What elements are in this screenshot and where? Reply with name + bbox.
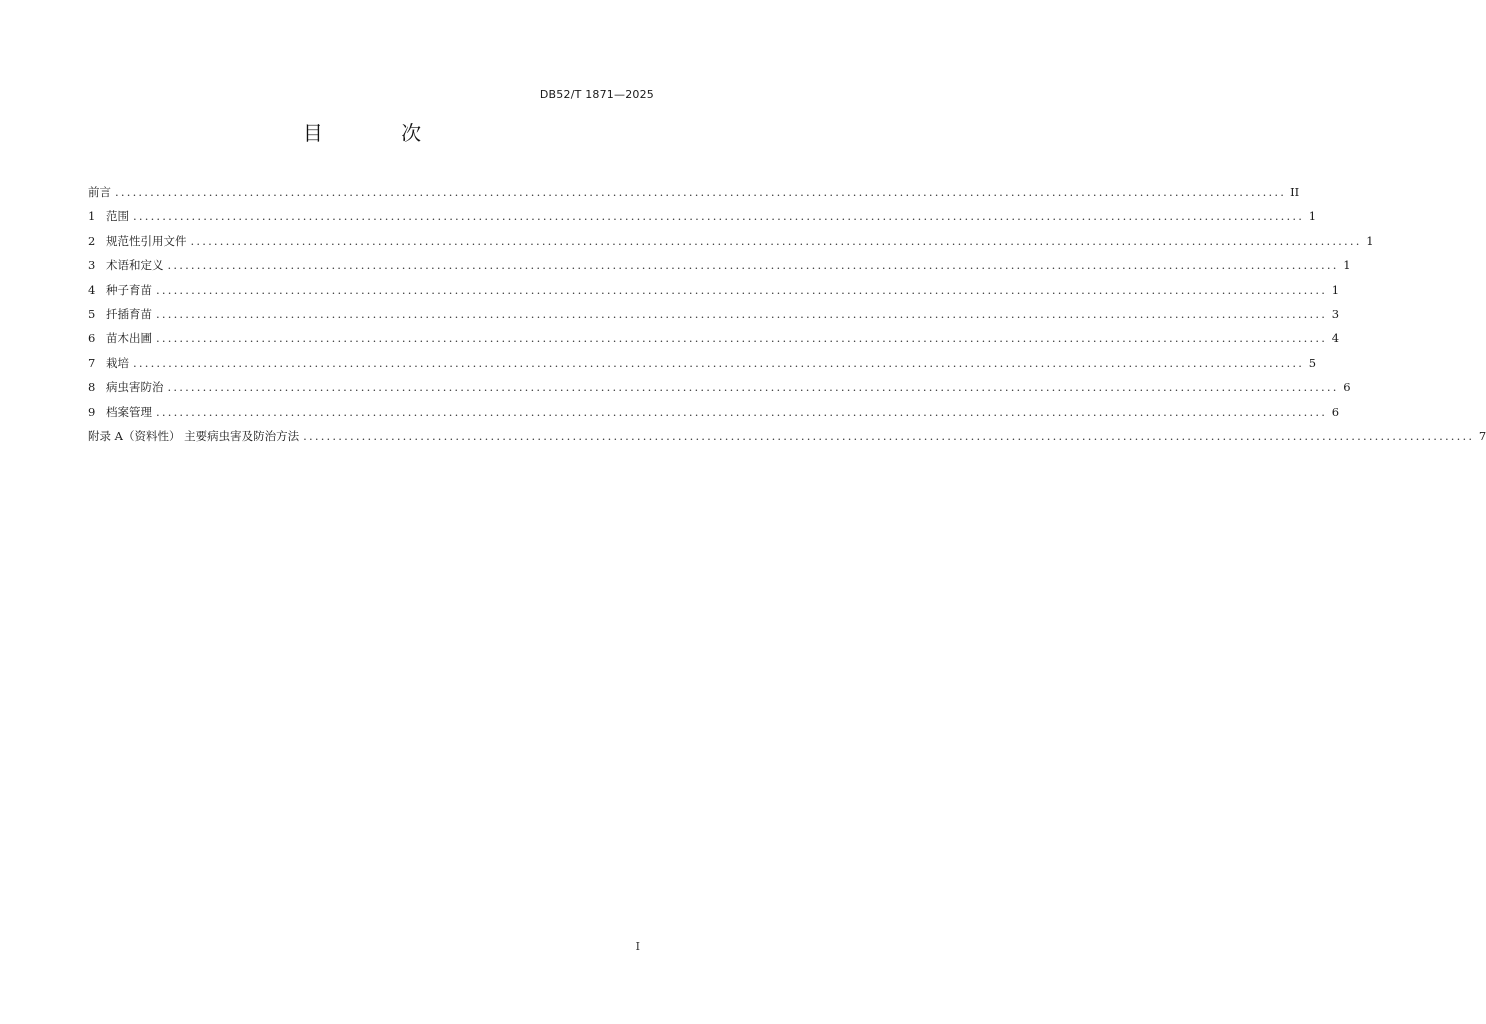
dot-leader: ........................................................................................................................................................................................................ xyxy=(156,331,1328,346)
toc-entry-seed-nursery[interactable] xyxy=(88,278,1340,302)
toc-entry-pest-control[interactable] xyxy=(88,375,1351,399)
toc-entry-page: 4 xyxy=(1331,331,1340,346)
toc-entry-page: 7 xyxy=(1478,428,1486,443)
dot-leader: ........................................................................................................................................................................................................ xyxy=(156,282,1328,297)
toc-entry-page: 3 xyxy=(1331,306,1340,321)
toc-entry-label: 范围 xyxy=(106,209,129,224)
dot-leader: ........................................................................................................................................................................................................ xyxy=(303,428,1475,443)
toc-entry-cultivation[interactable] xyxy=(88,351,1317,375)
toc-entry-number: 9 xyxy=(88,404,96,419)
toc-entry-normative-references[interactable] xyxy=(88,229,1374,253)
toc-entry-page: 1 xyxy=(1308,209,1317,224)
toc-list xyxy=(88,180,1486,448)
toc-entry-number: 3 xyxy=(88,258,96,273)
dot-leader: ........................................................................................................................................................................................................ xyxy=(115,185,1287,199)
standard-code: DB52/T 1871—2025 xyxy=(539,88,654,101)
toc-entry-label: 术语和定义 xyxy=(106,258,164,273)
toc-entry-foreword[interactable] xyxy=(88,180,1300,204)
dot-leader: ........................................................................................................................................................................................................ xyxy=(133,355,1305,370)
toc-entry-label: 种子育苗 xyxy=(106,282,152,297)
page-number: I xyxy=(635,940,640,953)
dot-leader: ........................................................................................................................................................................................................ xyxy=(190,233,1362,248)
toc-entry-label: 病虫害防治 xyxy=(106,380,164,395)
toc-entry-number: 6 xyxy=(88,331,96,346)
toc-entry-seedling-lifting[interactable] xyxy=(88,326,1340,350)
toc-entry-label: 扦插育苗 xyxy=(106,306,152,321)
toc-entry-scope[interactable] xyxy=(88,204,1317,228)
toc-entry-appendix-a[interactable] xyxy=(88,424,1486,448)
toc-entry-label: 苗木出圃 xyxy=(106,331,152,346)
dot-leader: ........................................................................................................................................................................................................ xyxy=(167,380,1339,395)
toc-entry-page: 1 xyxy=(1366,233,1374,248)
toc-entry-page: 6 xyxy=(1343,380,1351,395)
dot-leader: ........................................................................................................................................................................................................ xyxy=(156,404,1328,419)
toc-entry-label: 前言 xyxy=(88,185,111,199)
toc-entry-label: 档案管理 xyxy=(106,404,152,419)
toc-entry-label: 栽培 xyxy=(106,355,129,370)
toc-entry-label: 附录 A（资料性） 主要病虫害及防治方法 xyxy=(88,428,300,443)
toc-entry-terms-definitions[interactable] xyxy=(88,253,1351,277)
toc-entry-number: 4 xyxy=(88,282,96,297)
toc-title: 目 次 xyxy=(302,121,458,145)
toc-entry-number: 1 xyxy=(88,209,96,224)
toc-entry-cutting-nursery[interactable] xyxy=(88,302,1340,326)
toc-entry-number: 5 xyxy=(88,306,96,321)
toc-entry-number: 7 xyxy=(88,355,96,370)
toc-entry-number: 8 xyxy=(88,380,96,395)
dot-leader: ........................................................................................................................................................................................................ xyxy=(167,258,1339,273)
toc-entry-page: II xyxy=(1290,185,1300,199)
toc-entry-records-management[interactable] xyxy=(88,400,1340,424)
dot-leader: ........................................................................................................................................................................................................ xyxy=(156,306,1328,321)
toc-entry-page: 1 xyxy=(1343,258,1351,273)
toc-entry-page: 5 xyxy=(1308,355,1317,370)
toc-entry-page: 6 xyxy=(1331,404,1340,419)
toc-entry-label: 规范性引用文件 xyxy=(106,233,187,248)
toc-entry-number: 2 xyxy=(88,233,96,248)
toc-entry-page: 1 xyxy=(1331,282,1340,297)
dot-leader: ........................................................................................................................................................................................................ xyxy=(133,209,1305,224)
